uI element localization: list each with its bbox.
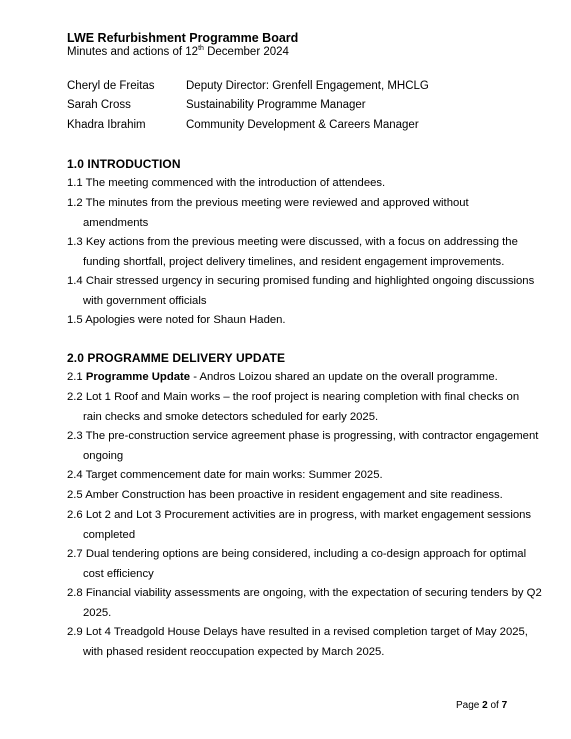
minutes-item-continuation: with phased resident reoccupation expected by March 2025. (83, 646, 385, 658)
minutes-item-continuation: rain checks and smoke detectors scheduled for early 2025. (83, 411, 379, 423)
attendee-role: Deputy Director: Grenfell Engagement, MHCLG (186, 80, 429, 92)
attendee-name: Sarah Cross (67, 99, 131, 111)
minutes-item-text: 1.5 Apologies were noted for Shaun Haden. (67, 314, 286, 326)
minutes-item (67, 465, 517, 485)
minutes-item-text: 1.1 The meeting commenced with the introduction of attendees. (67, 177, 386, 189)
page-of: of (490, 700, 499, 711)
attendee-name: Khadra Ibrahim (67, 119, 146, 131)
minutes-item (67, 193, 517, 233)
minutes-item (67, 232, 517, 272)
minutes-item-text: 1.4 Chair stressed urgency in securing promised funding and highlighted ongoing discussions (67, 275, 535, 287)
minutes-item-text: 2.9 Lot 4 Treadgold House Delays have resulted in a revised completion target of May 2025, (67, 626, 528, 638)
minutes-item-text: 2.2 Lot 1 Roof and Main works – the roof project is nearing completion with final checks on (67, 391, 520, 403)
minutes-item (67, 173, 517, 193)
minutes-item-text: 2.5 Amber Construction has been proactive in resident engagement and site readiness. (67, 489, 503, 501)
attendee-role: Community Development & Careers Manager (186, 119, 419, 131)
page-number (456, 700, 507, 711)
document-subtitle (67, 46, 289, 58)
item-bold-label: Programme Update (85, 371, 191, 383)
minutes-item (67, 505, 532, 545)
minutes-item-continuation: completed (83, 529, 136, 541)
subtitle-superscript: th (198, 45, 204, 53)
attendee-role: Sustainability Programme Manager (186, 99, 366, 111)
section-heading-programme-delivery: 2.0 PROGRAMME DELIVERY UPDATE (67, 351, 286, 365)
subtitle-suffix: December 2024 (203, 46, 289, 58)
minutes-item-text: 2.4 Target commencement date for main works: Summer 2025. (67, 469, 383, 481)
subtitle-prefix: Minutes and actions of 12 (67, 46, 199, 58)
minutes-item (67, 544, 527, 584)
minutes-item (67, 310, 517, 330)
minutes-item-text: 1.3 Key actions from the previous meeting were discussed, with a focus on addressing the (67, 236, 518, 248)
minutes-item (67, 485, 517, 505)
minutes-item-text: 2.6 Lot 2 and Lot 3 Procurement activities are in progress, with market engagement sessions (67, 509, 532, 521)
minutes-item-continuation: ongoing (83, 450, 124, 462)
minutes-item (67, 426, 539, 466)
minutes-item (67, 622, 528, 662)
minutes-item (67, 271, 535, 311)
minutes-item-continuation: cost efficiency (83, 568, 154, 580)
section-heading-introduction: 1.0 INTRODUCTION (67, 157, 181, 171)
item-number: 2.1 (67, 371, 86, 383)
attendee-name: Cheryl de Freitas (67, 80, 155, 92)
minutes-item-text: 1.2 The minutes from the previous meeting were reviewed and approved without (67, 197, 469, 209)
minutes-item-continuation: 2025. (83, 607, 112, 619)
document-title: LWE Refurbishment Programme Board (67, 31, 299, 45)
minutes-item-text: 2.3 The pre-construction service agreement phase is progressing, with contractor engagement (67, 430, 539, 442)
page-current: 2 (482, 700, 488, 711)
page-label: Page (456, 700, 480, 711)
minutes-item (67, 387, 520, 427)
minutes-item-text (67, 367, 517, 387)
page-total: 7 (501, 700, 508, 711)
minutes-item-text: 2.8 Financial viability assessments are ongoing, with the expectation of securing tenders by Q2 (67, 587, 542, 599)
minutes-item (67, 583, 542, 623)
item-body: - Andros Loizou shared an update on the overall programme. (190, 371, 498, 383)
minutes-item-continuation: amendments (83, 217, 149, 229)
minutes-item-continuation: with government officials (83, 295, 207, 307)
minutes-item (67, 367, 517, 387)
minutes-item-continuation: funding shortfall, project delivery timelines, and resident engagement improvements. (83, 256, 505, 268)
minutes-item-text: 2.7 Dual tendering options are being considered, including a co-design approach for optimal (67, 548, 527, 560)
